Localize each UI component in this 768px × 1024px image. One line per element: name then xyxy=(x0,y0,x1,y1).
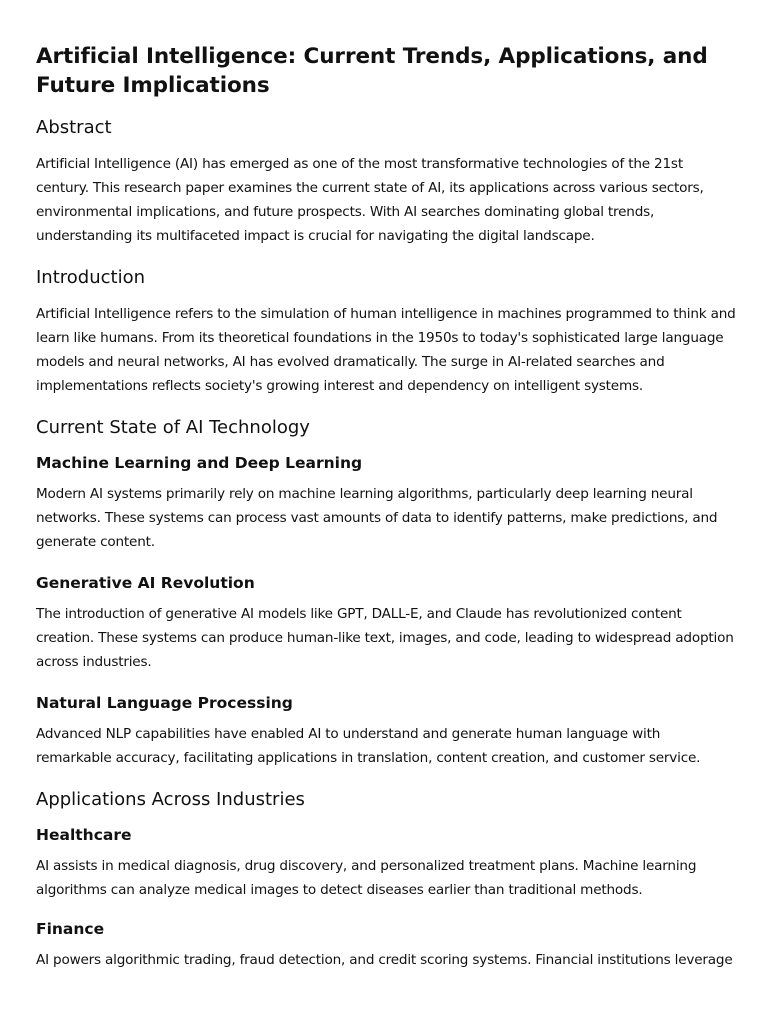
finance-text: AI powers algorithmic trading, fraud detection, and credit scoring systems. Financial institutions leverage xyxy=(36,952,733,968)
healthcare-text: AI assists in medical diagnosis, drug discovery, and personalized treatment plans. Machine learning algorithms can analyze medical images to detect diseases earlier than traditional methods. xyxy=(36,858,697,898)
genai-heading: Generative AI Revolution xyxy=(36,574,255,592)
ml-heading: Machine Learning and Deep Learning xyxy=(36,454,363,472)
introduction-heading: Introduction xyxy=(36,267,146,288)
abstract-heading: Abstract xyxy=(36,117,112,138)
introduction-text: Artificial Intelligence refers to the simulation of human intelligence in machines programmed to think and learn like humans. From its theoretical foundations in the 1950s to today's sophisticated large language models and neural networks, AI has evolved dramatically. The surge in AI-related searches and implementations reflects society's growing interest and dependency on intelligent systems. xyxy=(36,306,736,394)
genai-text: The introduction of generative AI models like GPT, DALL-E, and Claude has revolutionized content creation. These systems can produce human-like text, images, and code, leading to widespread adoption across industries. xyxy=(36,606,734,670)
document-title: Artificial Intelligence: Current Trends, Applications, and Future Implications xyxy=(36,44,708,98)
nlp-heading: Natural Language Processing xyxy=(36,694,293,712)
finance-heading: Finance xyxy=(36,920,105,938)
ml-text: Modern AI systems primarily rely on machine learning algorithms, particularly deep learning neural networks. These systems can process vast amounts of data to identify patterns, make predictions, and generate content. xyxy=(36,486,718,550)
applications-heading: Applications Across Industries xyxy=(36,789,305,810)
healthcare-heading: Healthcare xyxy=(36,826,132,844)
current-state-heading: Current State of AI Technology xyxy=(36,417,310,438)
abstract-text: Artificial Intelligence (AI) has emerged as one of the most transformative technologies of the 21st century. This research paper examines the current state of AI, its applications across various sectors, environmental implications, and future prospects. With AI searches dominating global trends, understanding its multifaceted impact is crucial for navigating the digital landscape. xyxy=(36,156,704,244)
nlp-text: Advanced NLP capabilities have enabled AI to understand and generate human language with remarkable accuracy, facilitating applications in translation, content creation, and customer service. xyxy=(36,726,701,766)
